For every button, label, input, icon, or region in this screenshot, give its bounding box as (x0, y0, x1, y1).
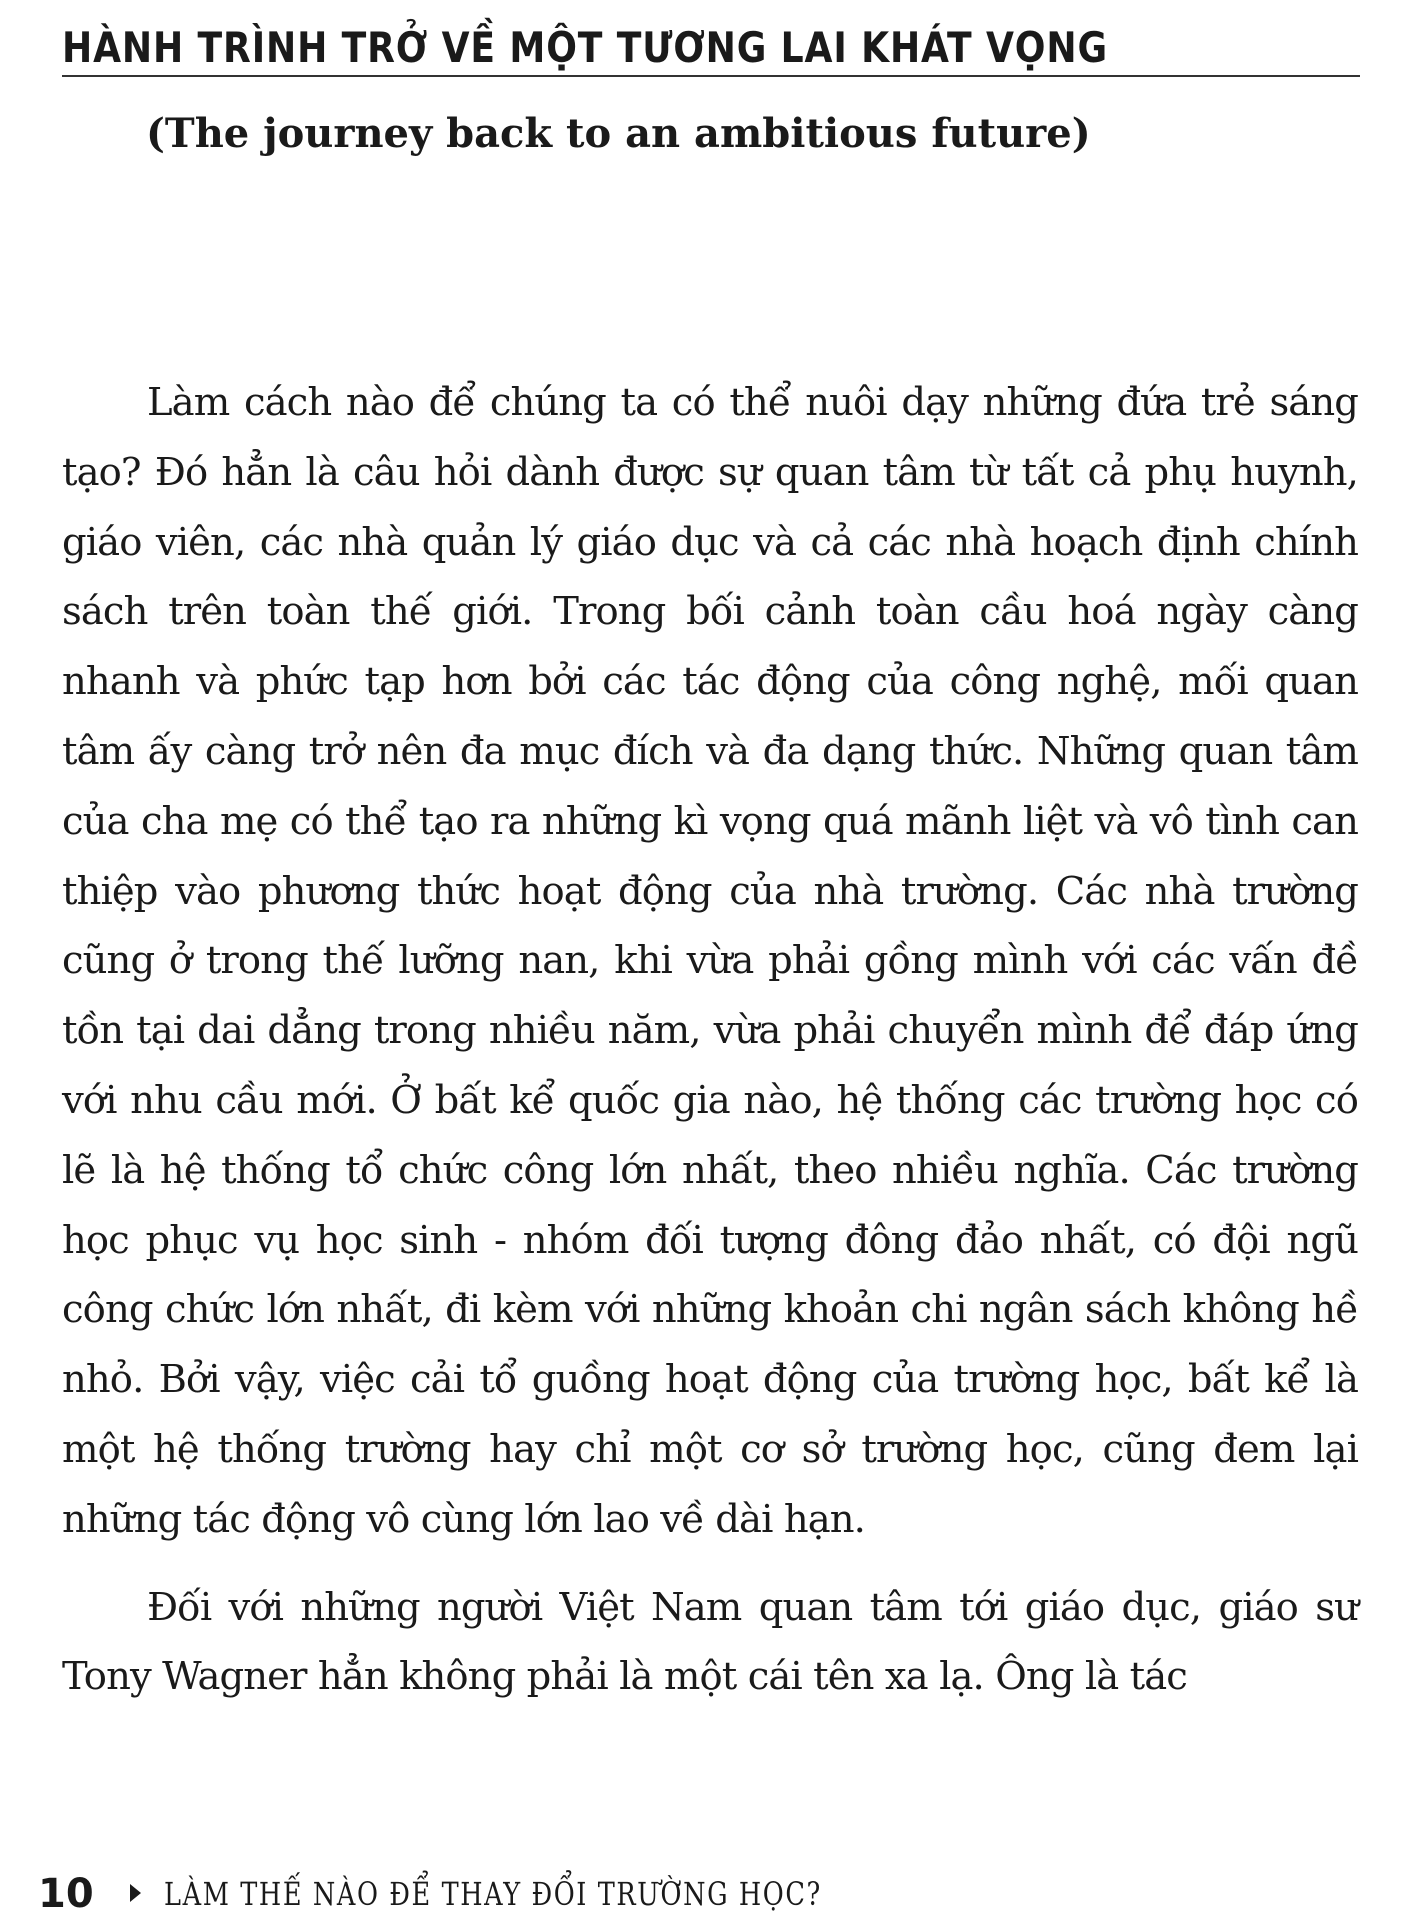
page-footer (38, 1866, 1378, 1922)
running-header (62, 18, 1360, 78)
body-text (62, 368, 1358, 1712)
triangle-right-icon (130, 1884, 141, 1902)
running-title: HÀNH TRÌNH TRỞ VỀ MỘT TƯƠNG LAI KHÁT VỌNG (62, 23, 1108, 72)
paragraph-2: Đối với những người Việt Nam quan tâm tới giáo dục, giáo sư Tony Wagner hẳn không phải là một cái tên xa lạ. Ông là tác (62, 1584, 1358, 1700)
paragraph-1: Làm cách nào để chúng ta có thể nuôi dạy những đứa trẻ sáng tạo? Đó hẳn là câu hỏi dành được sự quan tâm từ tất cả phụ huynh, giáo viên, các nhà quản lý giáo dục và cả các nhà hoạch định chính sách trên toàn thế giới. Trong bối cảnh toàn cầu hoá ngày càng nhanh và phức tạp hơn bởi các tác động của công nghệ, mối quan tâm ấy càng trở nên đa mục đích và đa dạng thức. Những quan tâm của cha mẹ có thể tạo ra những kì vọng quá mãnh liệt và vô tình can thiệp vào phương thức hoạt động của nhà trường. Các nhà trường cũng ở trong thế lưỡng nan, khi vừa phải gồng mình với các vấn đề tồn tại dai dẳng trong nhiều năm, vừa phải chuyển mình để đáp ứng với nhu cầu mới. Ở bất kể quốc gia nào, hệ thống các trường học có lẽ là hệ thống tổ chức công lớn nhất, theo nhiều nghĩa. Các trường học phục vụ học sinh - nhóm đối tượng đông đảo nhất, có đội ngũ công chức lớn nhất, đi kèm với những khoản chi ngân sách không hề nhỏ. Bởi vậy, việc cải tổ guồng hoạt động của trường học, bất kể là một hệ thống trường hay chỉ một cơ sở trường học, cũng đem lại những tác động vô cùng lớn lao về dài hạn. (62, 380, 1358, 1542)
page-number: 10 (38, 1871, 94, 1917)
book-title: LÀM THẾ NÀO ĐỂ THAY ĐỔI TRƯỜNG HỌC? (164, 1875, 822, 1913)
header-rule (62, 75, 1360, 77)
chapter-subtitle: (The journey back to an ambitious future) (146, 110, 1091, 157)
